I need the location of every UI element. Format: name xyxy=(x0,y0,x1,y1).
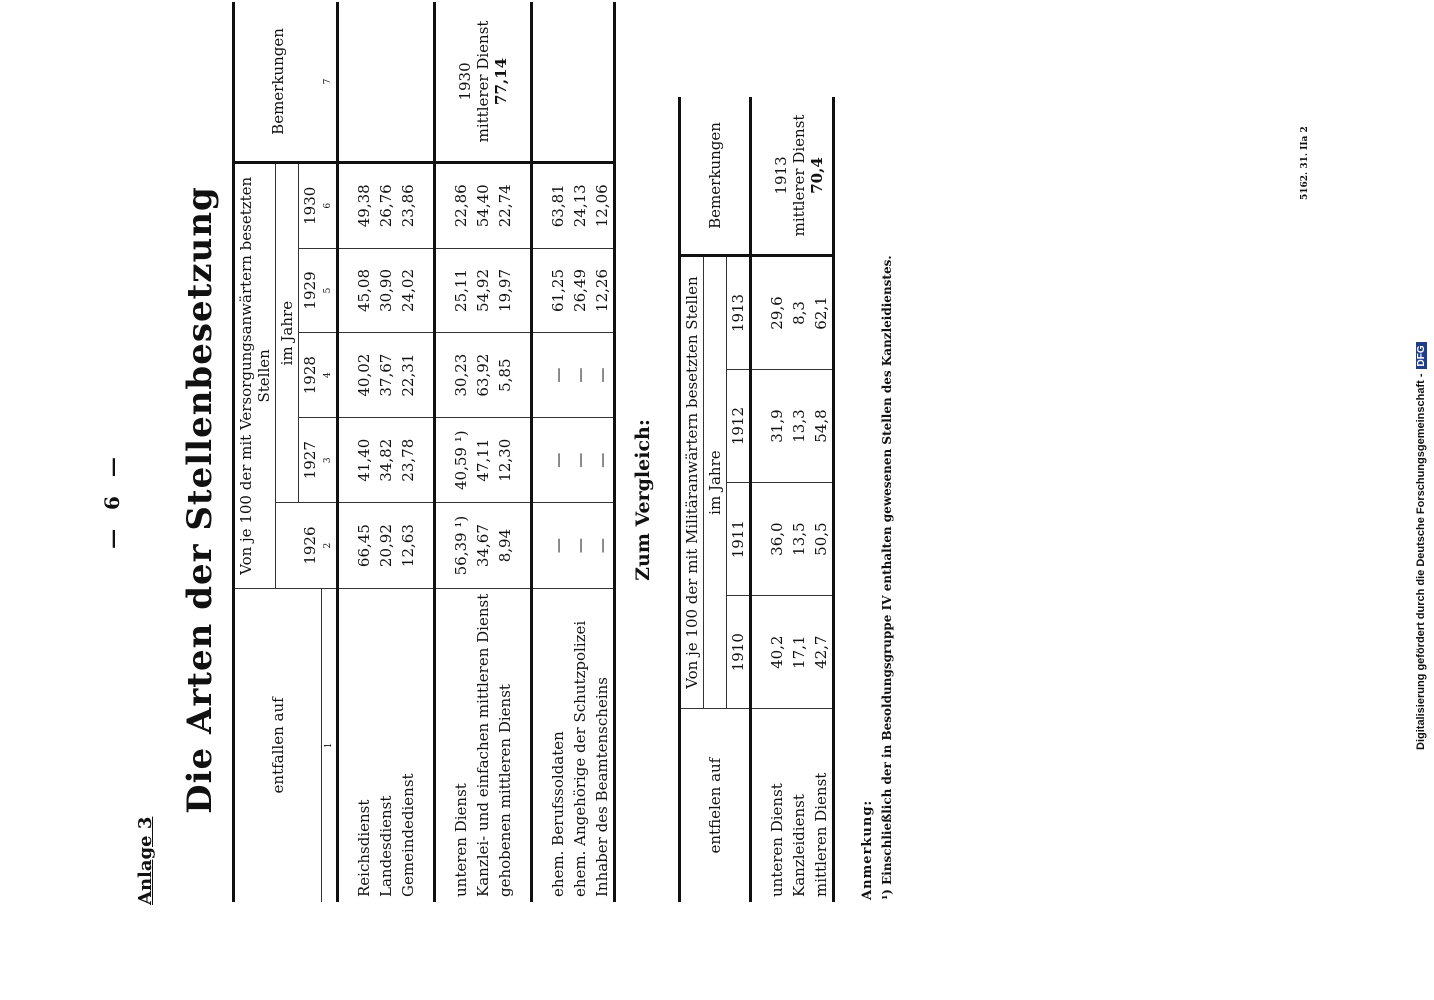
table1-sub-header: im Jahre xyxy=(276,162,299,502)
cell-value: 66,45 xyxy=(353,503,375,588)
cell-value: 45,08 xyxy=(353,248,375,333)
cell-value: 22,74 xyxy=(494,162,516,248)
print-mark: 5162. 31. IIa 2 xyxy=(1300,126,1310,200)
column-number: 4 xyxy=(321,333,337,418)
table-row xyxy=(375,2,397,902)
footnote-title: Anmerkung: xyxy=(860,799,875,900)
document-title: Die Arten der Stellenbesetzung xyxy=(180,186,220,814)
cell-value: 54,40 xyxy=(472,162,494,248)
cell-value: 40,02 xyxy=(353,333,375,418)
cell-value: 22,86 xyxy=(450,162,472,248)
remark-text: mittlerer Dienst xyxy=(790,114,808,237)
cell-value: — xyxy=(569,503,591,588)
footnote-text: ¹) Einschließlich der in Besoldungsgruppe IV enthalten gewesenen Stellen des Kanzleidienstes. xyxy=(880,255,894,900)
cell-value: 8,3 xyxy=(788,255,810,369)
cell-value: 20,92 xyxy=(375,503,397,588)
row-label: Inhaber des Beamtenscheins xyxy=(592,677,611,897)
table-row xyxy=(547,2,569,902)
cell-value: 54,92 xyxy=(472,248,494,333)
cell-value: 25,11 xyxy=(450,248,472,333)
table1-group-header: Von je 100 der mit Versorgungsanwärtern besetzten Stellen xyxy=(234,162,276,588)
cell-value: 8,94 xyxy=(494,503,516,588)
cell-value: 34,82 xyxy=(375,418,397,503)
cell-value: — xyxy=(591,503,615,588)
cell-value: 50,5 xyxy=(810,483,834,596)
table1-label-header: entfallen auf xyxy=(234,588,322,902)
table1-year-header: 1926 xyxy=(299,503,322,588)
remark-value: 70,4 xyxy=(808,157,826,194)
row-label: Gemeindedienst xyxy=(398,773,417,897)
table-row xyxy=(450,2,472,902)
dfg-logo: DFG xyxy=(1416,342,1427,369)
cell-value: 12,30 xyxy=(494,418,516,503)
cell-value: 12,26 xyxy=(591,248,615,333)
remark-year: 1930 xyxy=(455,62,474,101)
cell-value: 36,0 xyxy=(766,483,788,596)
comparison-heading: Zum Vergleich: xyxy=(632,419,654,581)
digitization-note-text: Digitalisierung gefördert durch die Deutsche Forschungsgemeinschaft - xyxy=(1415,373,1427,750)
cell-value: 54,8 xyxy=(810,370,834,483)
table-row xyxy=(397,2,419,902)
cell-value: 26,76 xyxy=(375,162,397,248)
column-number: 2 xyxy=(321,503,337,588)
table1-year-header: 1927 xyxy=(299,418,322,503)
table1-remarks-header: Bemerkungen xyxy=(234,2,322,162)
table-row xyxy=(569,2,591,902)
cell-value: 62,1 xyxy=(810,255,834,369)
cell-value: 23,86 xyxy=(397,162,419,248)
remark-year: 1913 xyxy=(772,156,790,195)
cell-value: 40,2 xyxy=(766,596,788,709)
column-number: 7 xyxy=(321,2,337,162)
page-number: — 6 — xyxy=(100,451,124,549)
table-row xyxy=(591,2,615,902)
table1-year-header: 1929 xyxy=(299,248,322,333)
row-label: gehobenen mittleren Dienst xyxy=(495,684,514,897)
main-table xyxy=(232,2,616,902)
cell-value: 56,39 ¹) xyxy=(450,503,472,588)
cell-value: — xyxy=(569,418,591,503)
row-label: Reichsdienst xyxy=(354,799,373,897)
cell-value: 12,63 xyxy=(397,503,419,588)
row-label: ehem. Angehörige der Schutzpolizei xyxy=(570,620,589,897)
row-label: Landesdienst xyxy=(376,795,395,897)
cell-value: 47,11 xyxy=(472,418,494,503)
column-number: 1 xyxy=(323,742,334,749)
cell-value: 13,5 xyxy=(788,483,810,596)
cell-value: 23,78 xyxy=(397,418,419,503)
cell-value: 37,67 xyxy=(375,333,397,418)
digitization-note xyxy=(1415,342,1427,750)
cell-value: 24,13 xyxy=(569,162,591,248)
remark-text: mittlerer Dienst xyxy=(473,20,492,143)
table1-remark xyxy=(450,2,516,162)
annex-label: Anlage 3 xyxy=(135,816,156,905)
cell-value: 30,90 xyxy=(375,248,397,333)
table2-year-header: 1911 xyxy=(727,483,751,596)
cell-value: 30,23 xyxy=(450,333,472,418)
cell-value: 41,40 xyxy=(353,418,375,503)
table2-year-header: 1910 xyxy=(727,596,751,709)
table2-remark xyxy=(766,97,834,255)
table2-remarks-header: Bemerkungen xyxy=(680,97,751,255)
cell-value: 63,92 xyxy=(472,333,494,418)
cell-value: 29,6 xyxy=(766,255,788,369)
row-label: unteren Dienst xyxy=(451,783,470,897)
cell-value: 12,06 xyxy=(591,162,615,248)
column-number: 6 xyxy=(321,162,337,248)
row-label: Kanzlei- und einfachen mittleren Dienst xyxy=(473,593,492,897)
table2-label-header: entfielen auf xyxy=(680,709,751,902)
table-row xyxy=(353,2,375,902)
cell-value: 40,59 ¹) xyxy=(450,418,472,503)
table1-year-spacer xyxy=(276,503,299,588)
cell-value: 61,25 xyxy=(547,248,569,333)
cell-value: 5,85 xyxy=(494,333,516,418)
cell-value: 24,02 xyxy=(397,248,419,333)
cell-value: — xyxy=(591,333,615,418)
row-label: unteren Dienst xyxy=(768,783,786,897)
cell-value: 26,49 xyxy=(569,248,591,333)
cell-value: 17,1 xyxy=(788,596,810,709)
cell-value: 13,3 xyxy=(788,370,810,483)
cell-value: — xyxy=(547,418,569,503)
cell-value: — xyxy=(547,333,569,418)
table1-year-header: 1930 xyxy=(299,162,322,248)
row-label: Kanzleidienst xyxy=(790,794,808,897)
cell-value: 34,67 xyxy=(472,503,494,588)
column-number: 5 xyxy=(321,248,337,333)
cell-value: — xyxy=(547,503,569,588)
cell-value: — xyxy=(569,333,591,418)
cell-value: 19,97 xyxy=(494,248,516,333)
table-row xyxy=(766,97,788,902)
table2-year-header: 1912 xyxy=(727,370,751,483)
row-label: ehem. Berufssoldaten xyxy=(548,731,567,897)
comparison-table xyxy=(678,97,835,902)
column-number: 3 xyxy=(321,418,337,503)
table2-group-header: Von je 100 der mit Militäranwärtern besetzten Stellen xyxy=(680,255,704,708)
cell-value: 49,38 xyxy=(353,162,375,248)
table2-year-header: 1913 xyxy=(727,255,751,369)
cell-value: 42,7 xyxy=(810,596,834,709)
cell-value: — xyxy=(591,418,615,503)
table1-year-header: 1928 xyxy=(299,333,322,418)
cell-value: 31,9 xyxy=(766,370,788,483)
remark-value: 77,14 xyxy=(491,57,510,105)
cell-value: 63,81 xyxy=(547,162,569,248)
row-label: mittleren Dienst xyxy=(812,772,830,897)
table2-sub-header: im Jahre xyxy=(704,255,727,708)
cell-value: 22,31 xyxy=(397,333,419,418)
